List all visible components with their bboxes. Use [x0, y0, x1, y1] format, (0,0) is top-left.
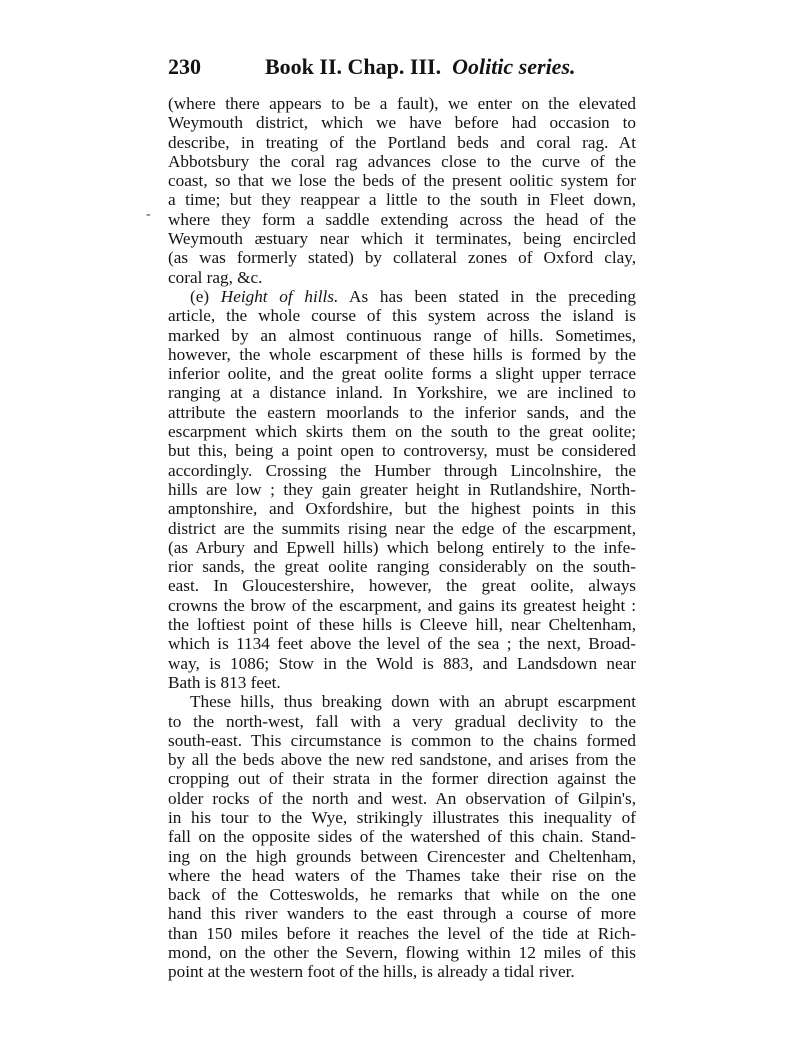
text-line: (e) Height of hills. As has been stated in the preceding: [190, 286, 636, 306]
text-line: a time; but they reappear a little to the south in Fleet down,: [168, 190, 636, 210]
text-line: where the head waters of the Thames take their rise on the: [168, 865, 636, 885]
text-line: rior sands, the great oolite ranging considerably on the south-: [168, 557, 636, 577]
text-line: by all the beds above the new red sandstone, and arises from the: [168, 750, 636, 770]
page-number: 230: [168, 54, 201, 79]
text-line: These hills, thus breaking down with an abrupt escarpment: [190, 692, 636, 712]
text-line: back of the Cotteswolds, he remarks that while on the one: [168, 885, 636, 905]
text-line: south-east. This circumstance is common to the chains formed: [168, 730, 636, 750]
text-line: fall on the opposite sides of the watershed of this chain. Stand-: [168, 827, 636, 847]
text-line: accordingly. Crossing the Humber through Lincolnshire, the: [168, 460, 636, 480]
text-line: older rocks of the north and west. An observation of Gilpin's,: [168, 788, 636, 808]
text-line: hills are low ; they gain greater height in Rutlandshire, North-: [168, 479, 636, 499]
text-line: Abbotsbury the coral rag advances close to the curve of the: [168, 151, 636, 171]
text-line: to the north-west, fall with a very gradual declivity to the: [168, 711, 636, 731]
text-line: Weymouth æstuary near which it terminates, being encircled: [168, 229, 636, 249]
text-line: crowns the brow of the escarpment, and gains its greatest height :: [168, 595, 636, 615]
text-line: than 150 miles before it reaches the level of the tide at Rich-: [168, 923, 636, 943]
text-line: which is 1134 feet above the level of the sea ; the next, Broad-: [168, 634, 636, 654]
text-line: where they form a saddle extending across the head of the: [168, 209, 636, 229]
text-line: coast, so that we lose the beds of the present oolitic system for: [168, 171, 636, 191]
text-line: (where there appears to be a fault), we enter on the elevated: [168, 94, 636, 113]
text-line: but this, being a point open to controversy, must be considered: [168, 441, 636, 461]
running-header: [168, 52, 668, 82]
text-line: describe, in treating of the Portland beds and coral rag. At: [168, 132, 636, 152]
text-line: amptonshire, and Oxfordshire, but the highest points in this: [168, 499, 636, 519]
text-line: Weymouth district, which we have before had occasion to: [168, 113, 636, 133]
body-text: [168, 94, 636, 982]
running-head: [265, 52, 576, 82]
text-line: (as was formerly stated) by collateral zones of Oxford clay,: [168, 248, 636, 268]
text-line: district are the summits rising near the edge of the escarpment,: [168, 518, 636, 538]
text-line: the loftiest point of these hills is Cleeve hill, near Cheltenham,: [168, 615, 636, 635]
text-line: marked by an almost continuous range of hills. Sometimes,: [168, 325, 636, 345]
text-line: mond, on the other the Severn, flowing within 12 miles of this: [168, 943, 636, 963]
series-title: Oolitic series.: [452, 54, 576, 79]
text-line: in his tour to the Wye, strikingly illustrates this inequality of: [168, 807, 636, 827]
text-line: Bath is 813 feet.: [168, 672, 281, 692]
text-line: cropping out of their strata in the former direction against the: [168, 769, 636, 789]
text-line: escarpment which skirts them on the south to the great oolite;: [168, 422, 636, 442]
text-line: ing on the high grounds between Cirencester and Cheltenham,: [168, 846, 636, 866]
text-line: (as Arbury and Epwell hills) which belong entirely to the infe-: [168, 537, 636, 557]
text-line: coral rag, &c.: [168, 267, 263, 287]
margin-mark: -: [146, 207, 151, 222]
text-line: attribute the eastern moorlands to the inferior sands, and the: [168, 402, 636, 422]
text-line: inferior oolite, and the great oolite forms a slight upper terrace: [168, 364, 636, 384]
text-line: article, the whole course of this system across the island is: [168, 306, 636, 326]
text-line: point at the western foot of the hills, is already a tidal river.: [168, 962, 575, 982]
text-line: however, the whole escarpment of these hills is formed by the: [168, 344, 636, 364]
text-line: east. In Gloucestershire, however, the great oolite, always: [168, 576, 636, 596]
book-chapter-label: Book II. Chap. III.: [265, 54, 442, 79]
text-line: hand this river wanders to the east through a course of more: [168, 904, 636, 924]
text-line: ranging at a distance inland. In Yorkshire, we are inclined to: [168, 383, 636, 403]
text-line: way, is 1086; Stow in the Wold is 883, and Landsdown near: [168, 653, 636, 673]
